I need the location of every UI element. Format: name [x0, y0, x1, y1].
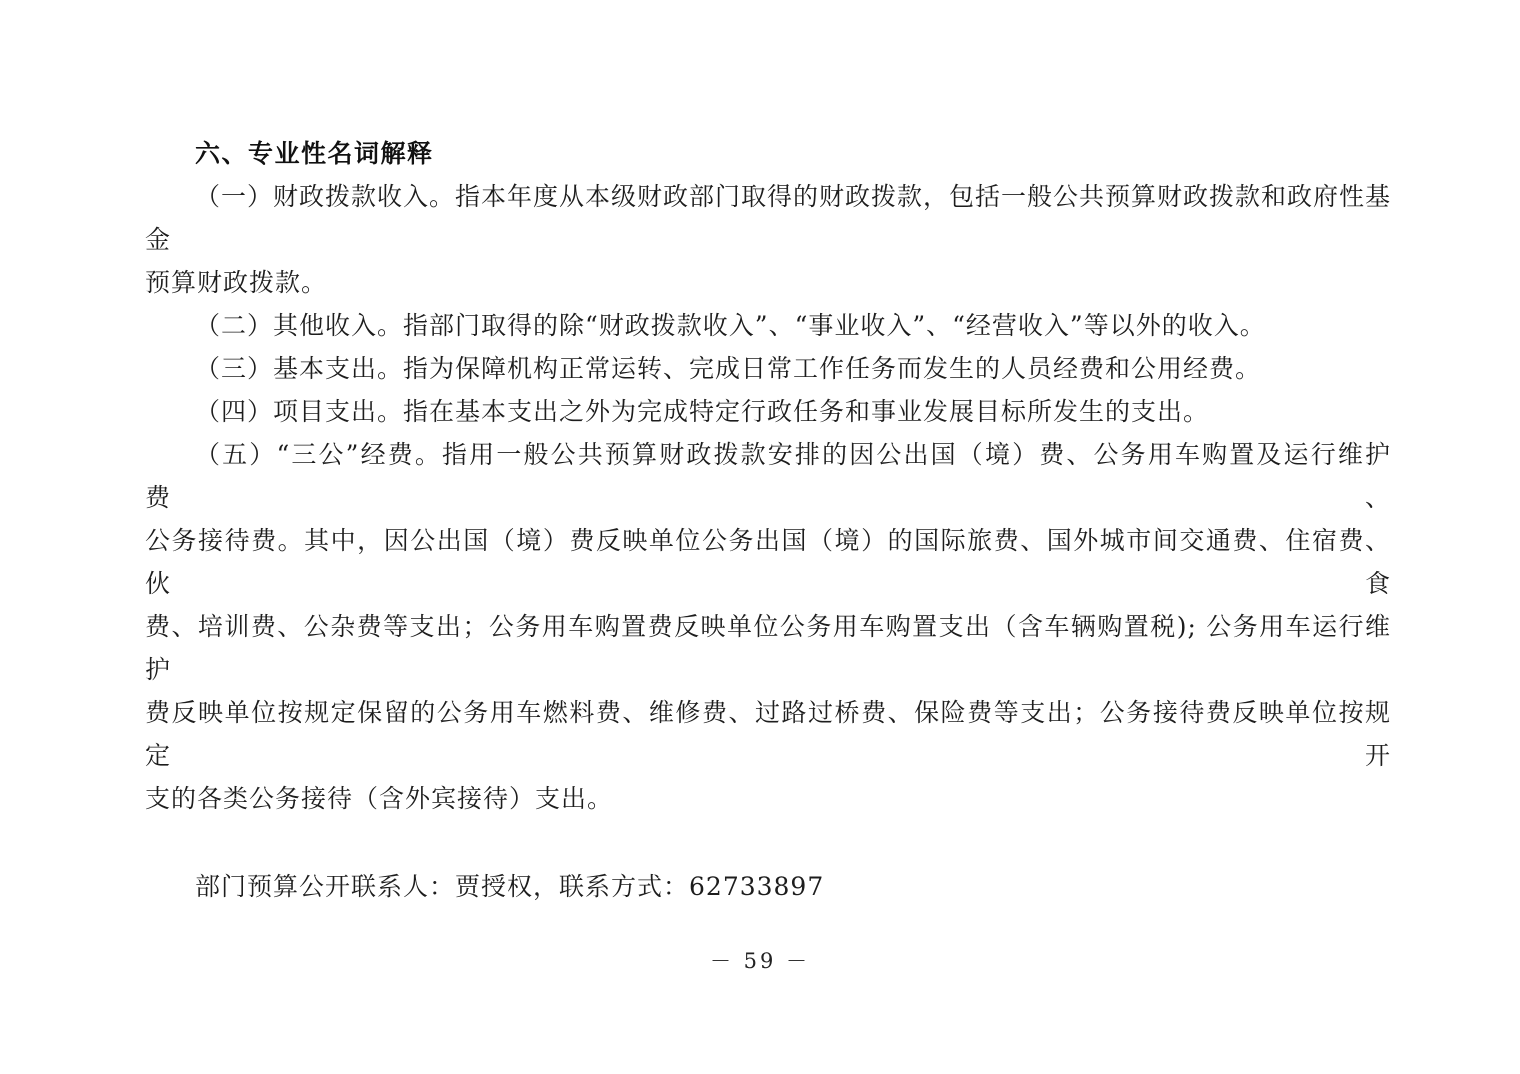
section-heading: 六、专业性名词解释: [195, 139, 434, 168]
paragraph-project-expenditure: [145, 390, 1391, 433]
contact-line: 部门预算公开联系人：贾授权，联系方式：62733897: [195, 872, 825, 901]
paragraph-line: 费反映单位按规定保留的公务用车燃料费、维修费、过路过桥费、保险费等支出；公务接待费反映单位按规定开: [145, 698, 1391, 770]
paragraph-line: 费、培训费、公杂费等支出；公务用车购置费反映单位公务用车购置支出（含车辆购置税); 公务用车运行维护: [145, 612, 1391, 684]
paragraph-line: （四）项目支出。指在基本支出之外为完成特定行政任务和事业发展目标所发生的支出。: [195, 397, 1210, 426]
paragraph-line: （一）财政拨款收入。指本年度从本级财政部门取得的财政拨款，包括一般公共预算财政拨款和政府性基金: [145, 182, 1392, 254]
document-page: [145, 132, 1391, 908]
paragraph-line: （三）基本支出。指为保障机构正常运转、完成日常工作任务而发生的人员经费和公用经费。: [195, 354, 1262, 383]
page-number: － 59 －: [709, 949, 811, 973]
paragraph-basic-expenditure: [145, 347, 1391, 390]
paragraph-line: （五）“三公”经费。指用一般公共预算财政拨款安排的因公出国（境）费、公务用车购置及运行维护费、: [145, 440, 1391, 512]
paragraph-three-public-funds: [145, 433, 1391, 820]
paragraph-line: （二）其他收入。指部门取得的除“财政拨款收入”、“事业收入”、“经营收入”等以外的收入。: [195, 311, 1266, 340]
paragraph-fiscal-appropriation-income: [145, 175, 1391, 304]
paragraph-line: 公务接待费。其中，因公出国（境）费反映单位公务出国（境）的国际旅费、国外城市间交通费、住宿费、伙食: [145, 526, 1391, 598]
paragraph-line: 预算财政拨款。: [145, 268, 328, 297]
paragraph-line: 支的各类公务接待（含外宾接待）支出。: [145, 784, 614, 813]
paragraph-other-income: [145, 304, 1391, 347]
